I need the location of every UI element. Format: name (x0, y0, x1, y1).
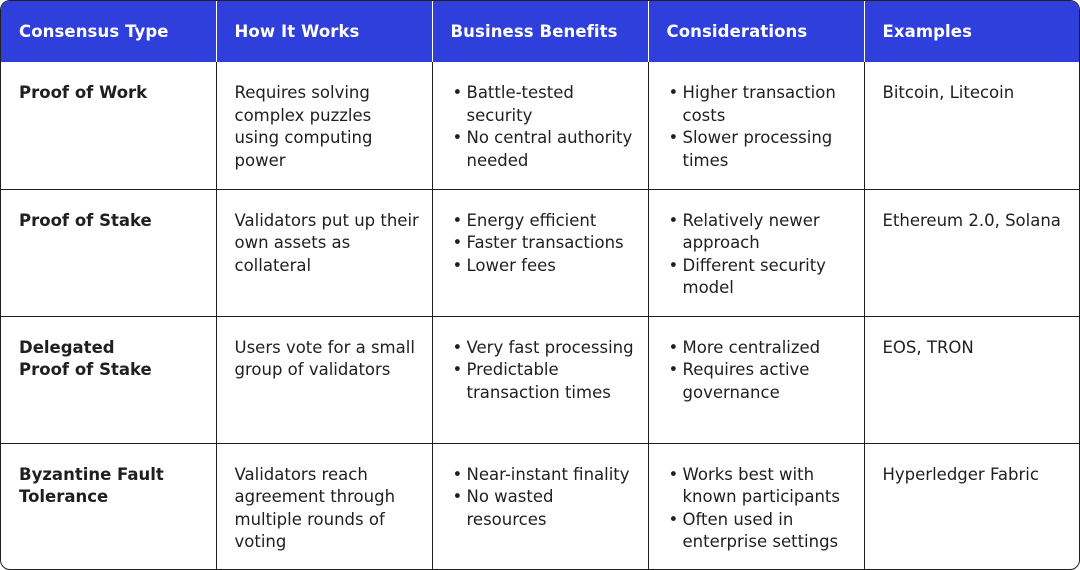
examples-cell: Bitcoin, Litecoin (882, 83, 1015, 102)
consideration-item (667, 359, 852, 404)
bullet-icon: • (668, 509, 679, 529)
consensus-type-line: Proof of Work (19, 83, 148, 102)
bullet-icon: • (668, 210, 679, 230)
consensus-type-name (19, 464, 204, 509)
bullet-list (451, 337, 636, 405)
examples-cell: Ethereum 2.0, Solana (864, 189, 1079, 316)
benefit-item-text: Energy efficient (466, 210, 597, 230)
business-benefits-cell (432, 316, 648, 443)
benefit-item-text: Battle-tested security (466, 83, 574, 125)
bullet-icon: • (668, 83, 679, 102)
business-benefits-cell (432, 189, 648, 316)
consensus-type-cell (1, 316, 216, 443)
consensus-type-name (19, 210, 204, 233)
consideration-item (667, 337, 852, 360)
examples-cell: Hyperledger Fabric (864, 443, 1079, 570)
benefit-item (451, 127, 636, 172)
header-business-benefits: Business Benefits (432, 1, 648, 62)
bullet-list (667, 337, 852, 405)
benefit-item (451, 210, 636, 233)
header-consensus-type: Consensus Type (1, 1, 216, 62)
bullet-icon: • (452, 337, 463, 357)
bullet-list (451, 210, 636, 278)
header-considerations: Considerations (648, 1, 864, 62)
business-benefits-cell (432, 62, 648, 189)
consideration-item (667, 127, 852, 172)
bullet-icon: • (452, 255, 463, 275)
consensus-type-cell (1, 62, 216, 189)
consensus-type-line: Proof of Stake (19, 360, 152, 379)
comparison-table (1, 1, 1079, 570)
how-it-works-cell: Validators put up their own assets as collateral (216, 189, 432, 316)
header-examples: Examples (864, 1, 1079, 62)
consensus-type-name (19, 82, 204, 105)
table-row (1, 443, 1079, 570)
bullet-icon: • (452, 210, 463, 230)
consensus-type-name (19, 337, 204, 382)
bullet-list (667, 82, 852, 172)
consideration-item (667, 82, 852, 127)
benefit-item (451, 337, 636, 360)
consensus-type-line: Proof of Stake (19, 210, 152, 230)
benefit-item-text: Near-instant finality (466, 464, 630, 484)
benefit-item-text: Very fast processing (466, 337, 634, 357)
bullet-icon: • (668, 360, 679, 379)
bullet-icon: • (668, 128, 679, 147)
consideration-item-text: Works best with known participants (682, 464, 840, 506)
benefit-item-text: Predictable transaction times (466, 360, 611, 402)
benefit-item-text: Faster transactions (466, 233, 624, 252)
bullet-icon: • (668, 255, 679, 275)
benefit-item (451, 232, 636, 255)
header-how-it-works: How It Works (216, 1, 432, 62)
benefit-item-text: No wasted resources (466, 487, 554, 529)
consideration-item (667, 509, 852, 554)
benefit-item (451, 486, 636, 531)
table-header (1, 1, 1079, 62)
bullet-icon: • (668, 337, 679, 357)
benefit-item-text: Lower fees (466, 255, 556, 275)
bullet-icon: • (452, 233, 463, 252)
consideration-item-text: More centralized (682, 337, 821, 357)
bullet-list (667, 464, 852, 554)
consideration-item-text: Different security model (682, 255, 826, 297)
consideration-item-text: Higher transaction costs (682, 83, 836, 125)
consideration-item (667, 210, 852, 255)
consensus-type-line: Tolerance (19, 487, 109, 506)
consideration-item (667, 255, 852, 300)
table-row (1, 189, 1079, 316)
consideration-item-text: Often used in enterprise settings (682, 509, 839, 551)
consideration-item (667, 464, 852, 509)
bullet-list (451, 82, 636, 172)
considerations-cell (648, 189, 864, 316)
benefit-item (451, 464, 636, 487)
business-benefits-cell (432, 443, 648, 570)
bullet-icon: • (452, 464, 463, 484)
bullet-list (667, 210, 852, 300)
bullet-icon: • (452, 487, 463, 506)
table-body (1, 62, 1079, 570)
examples-cell: EOS, TRON (864, 316, 1079, 443)
consideration-item-text: Relatively newer approach (682, 210, 820, 252)
consensus-type-line: Byzantine Fault (19, 464, 164, 484)
how-it-works-cell: Requires solving complex puzzles using computing power (216, 62, 432, 189)
bullet-icon: • (452, 128, 463, 147)
considerations-cell (648, 443, 864, 570)
benefit-item (451, 82, 636, 127)
benefit-item (451, 255, 636, 278)
how-it-works-cell: Users vote for a small group of validators (216, 316, 432, 443)
bullet-icon: • (452, 360, 463, 379)
table-row (1, 62, 1079, 189)
bullet-icon: • (668, 464, 679, 484)
consideration-item-text: Slower processing times (682, 128, 833, 170)
consensus-type-line: Delegated (19, 337, 115, 357)
consensus-type-cell (1, 443, 216, 570)
table-row (1, 316, 1079, 443)
consideration-item-text: Requires active governance (682, 360, 810, 402)
bullet-list (451, 464, 636, 532)
benefit-item (451, 359, 636, 404)
bullet-icon: • (452, 83, 463, 102)
considerations-cell (648, 62, 864, 189)
header-row (1, 1, 1079, 62)
consensus-type-cell (1, 189, 216, 316)
considerations-cell (648, 316, 864, 443)
benefit-item-text: No central authority needed (466, 128, 633, 170)
how-it-works-cell: Validators reach agreement through multiple rounds of voting (216, 443, 432, 570)
